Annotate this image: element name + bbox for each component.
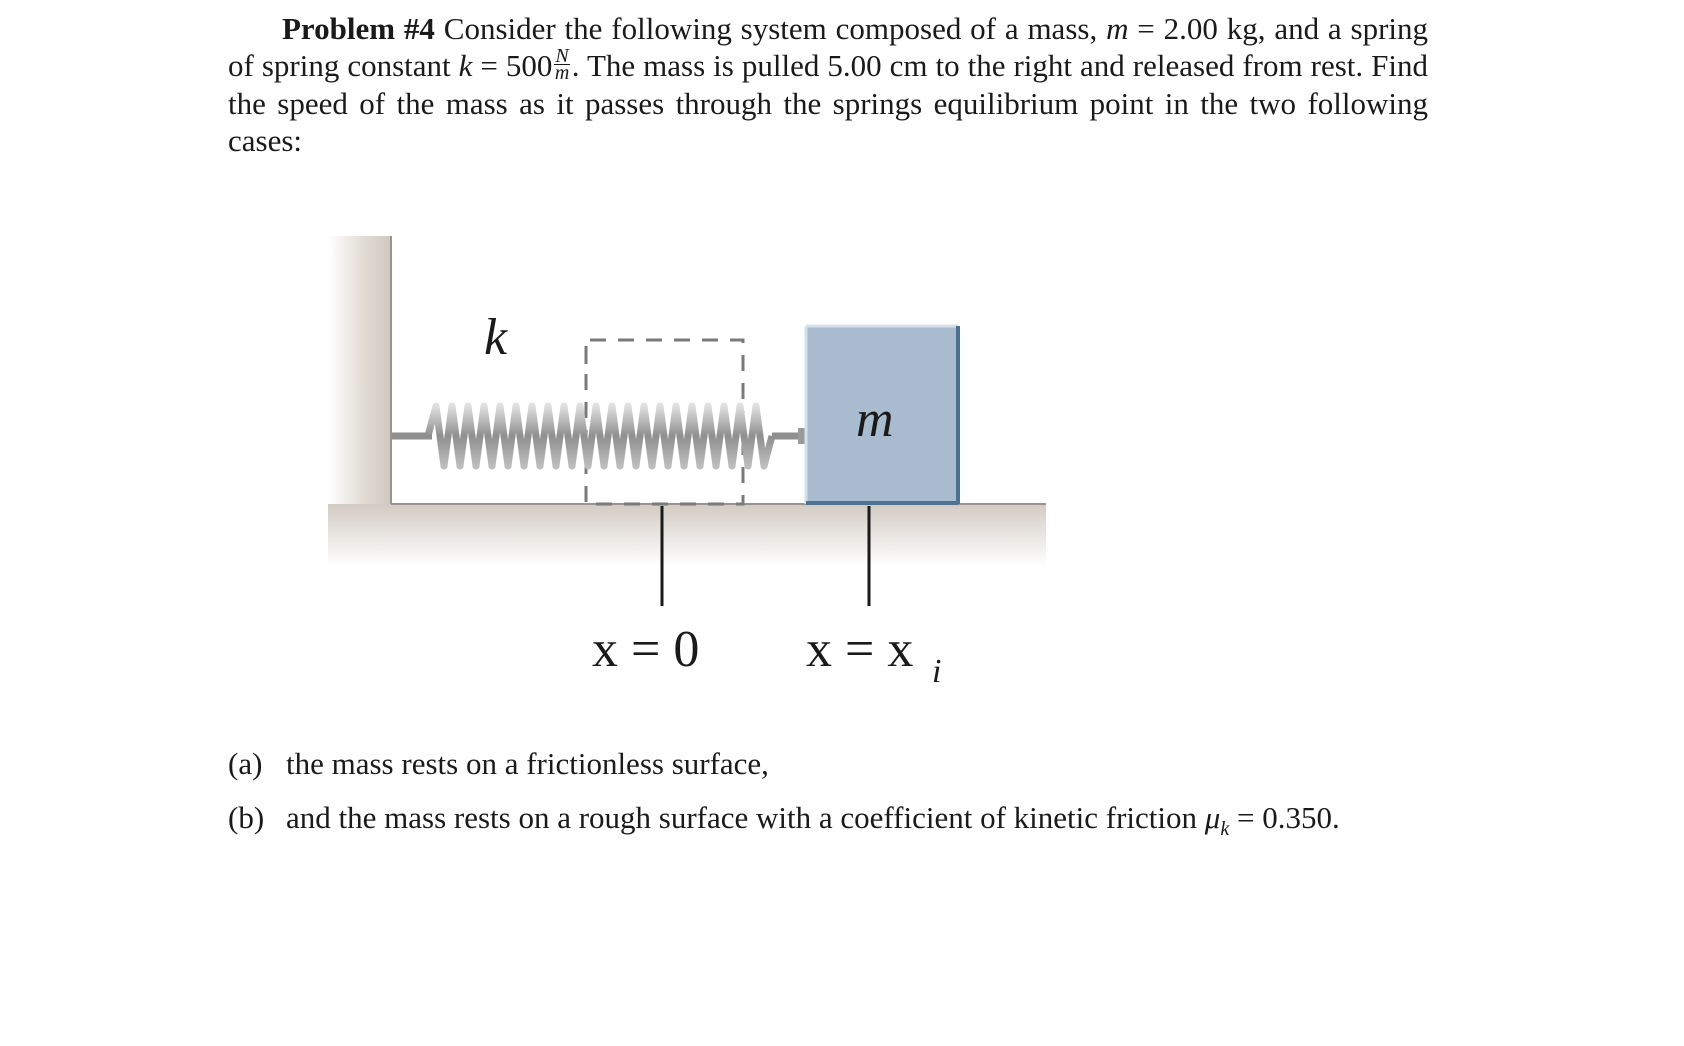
xi-label: x = x: [806, 621, 914, 678]
problem-intro: Consider the following system composed of a mass,: [443, 11, 1098, 46]
case-a-label: (a): [228, 746, 263, 781]
spring-constant-equation: = 500: [472, 48, 553, 83]
mass-label: m: [856, 391, 894, 448]
case-b-label: (b): [228, 800, 265, 835]
spring-constant-symbol: k: [458, 48, 473, 83]
case-b: [228, 799, 1428, 848]
spring: [392, 406, 818, 466]
spring-constant-unit: $\frac{N}{m}$: [554, 45, 570, 85]
floor: [328, 504, 1046, 566]
spring-label: k: [484, 309, 508, 366]
xi-subscript: i: [932, 653, 942, 690]
x0-label: x = 0: [592, 621, 700, 678]
problem-statement: [228, 10, 1428, 159]
figure-canvas: [320, 230, 1060, 700]
cases-list: [228, 745, 1428, 865]
case-b-text: and the mass rests on a rough surface with a coefficient of kinetic friction $\mu_k = 0.350$.: [286, 800, 1340, 841]
problem-rest: . The mass is pulled 5.00 cm to the right and released from rest. Find the speed of the mass as it passes through the springs equilibrium point in the two following cases:: [228, 48, 1428, 159]
case-a: [228, 745, 1428, 782]
problem-title: Problem #4: [282, 11, 435, 46]
mass-equation: = 2.00 kg, and a spring of spring constant: [228, 11, 1429, 83]
mass-symbol: m: [1106, 11, 1129, 46]
spring-mass-figure: [320, 230, 1060, 700]
friction-symbol: $\mu_k$: [1204, 800, 1230, 841]
case-a-text: the mass rests on a frictionless surface,: [286, 746, 769, 781]
